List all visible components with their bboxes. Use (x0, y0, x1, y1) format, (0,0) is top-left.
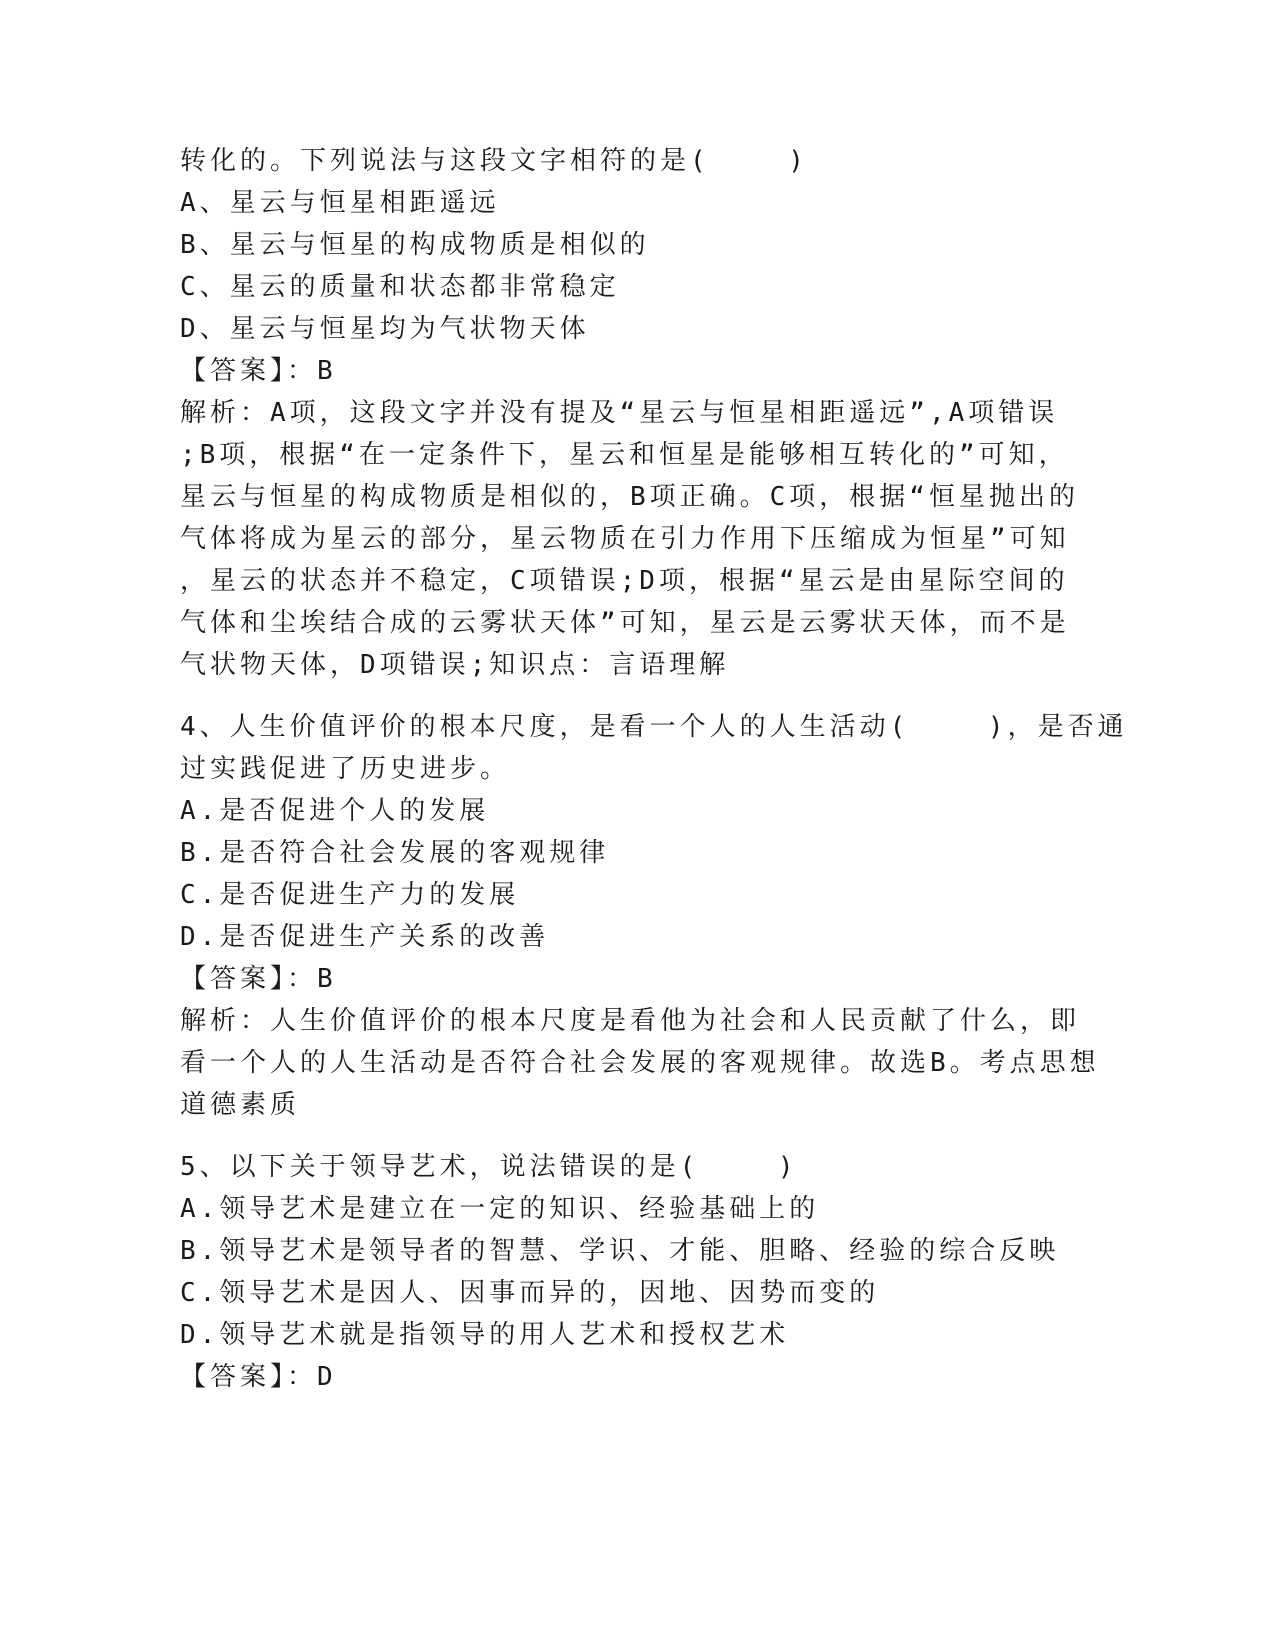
spacer (180, 1126, 1040, 1146)
option-d: D.领导艺术就是指领导的用人艺术和授权艺术 (180, 1320, 790, 1350)
question-stem: 过实践促进了历史进步。 (180, 754, 511, 784)
option-a: A、星云与恒星相距遥远 (180, 188, 500, 218)
analysis-line: 气体和尘埃结合成的云雾状天体”可知，星云是云雾状天体，而不是 (180, 608, 1070, 638)
analysis-line: 解析：人生价值评价的根本尺度是看他为社会和人民贡献了什么，即 (180, 1006, 1081, 1036)
analysis-line: 星云与恒星的构成物质是相似的，B项正确。C项，根据“恒星抛出的 (180, 482, 1079, 512)
option-a: A.是否促进个人的发展 (180, 796, 490, 826)
option-c: C.领导艺术是因人、因事而异的，因地、因势而变的 (180, 1278, 880, 1308)
spacer (180, 686, 1040, 706)
option-b: B.领导艺术是领导者的智慧、学识、才能、胆略、经验的综合反映 (180, 1236, 1060, 1266)
question-5 (180, 1146, 1060, 1398)
analysis-line: ，星云的状态并不稳定，C项错误;D项，根据“星云是由星际空间的 (180, 566, 1069, 596)
question-stem: 转化的。下列说法与这段文字相符的是( ) (180, 146, 808, 176)
analysis-line: 解析：A项，这段文字并没有提及“星云与恒星相距遥远”,A项错误 (180, 398, 1059, 428)
option-b: B、星云与恒星的构成物质是相似的 (180, 230, 650, 260)
option-c: C、星云的质量和状态都非常稳定 (180, 272, 620, 302)
analysis-line: 道德素质 (180, 1090, 301, 1120)
option-c: C.是否促进生产力的发展 (180, 880, 520, 910)
question-3 (180, 140, 1079, 686)
question-stem: 5、以下关于领导艺术，说法错误的是( ) (180, 1152, 798, 1182)
analysis-line: 气状物天体，D项错误;知识点：言语理解 (180, 650, 730, 680)
option-a: A.领导艺术是建立在一定的知识、经验基础上的 (180, 1194, 820, 1224)
analysis-line: ;B项，根据“在一定条件下，星云和恒星是能够相互转化的”可知， (180, 440, 1069, 470)
question-4 (180, 706, 1128, 1126)
answer-label: 【答案】：D (180, 1362, 337, 1392)
question-stem: 4、人生价值评价的根本尺度，是看一个人的人生活动( )，是否通 (180, 712, 1128, 742)
option-d: D、星云与恒星均为气状物天体 (180, 314, 590, 344)
option-d: D.是否促进生产关系的改善 (180, 922, 550, 952)
document-page (180, 140, 1128, 1398)
answer-label: 【答案】：B (180, 964, 337, 994)
answer-label: 【答案】：B (180, 356, 337, 386)
option-b: B.是否符合社会发展的客观规律 (180, 838, 610, 868)
analysis-line: 看一个人的人生活动是否符合社会发展的客观规律。故选B。考点思想 (180, 1048, 1100, 1078)
analysis-line: 气体将成为星云的部分，星云物质在引力作用下压缩成为恒星”可知 (180, 524, 1070, 554)
